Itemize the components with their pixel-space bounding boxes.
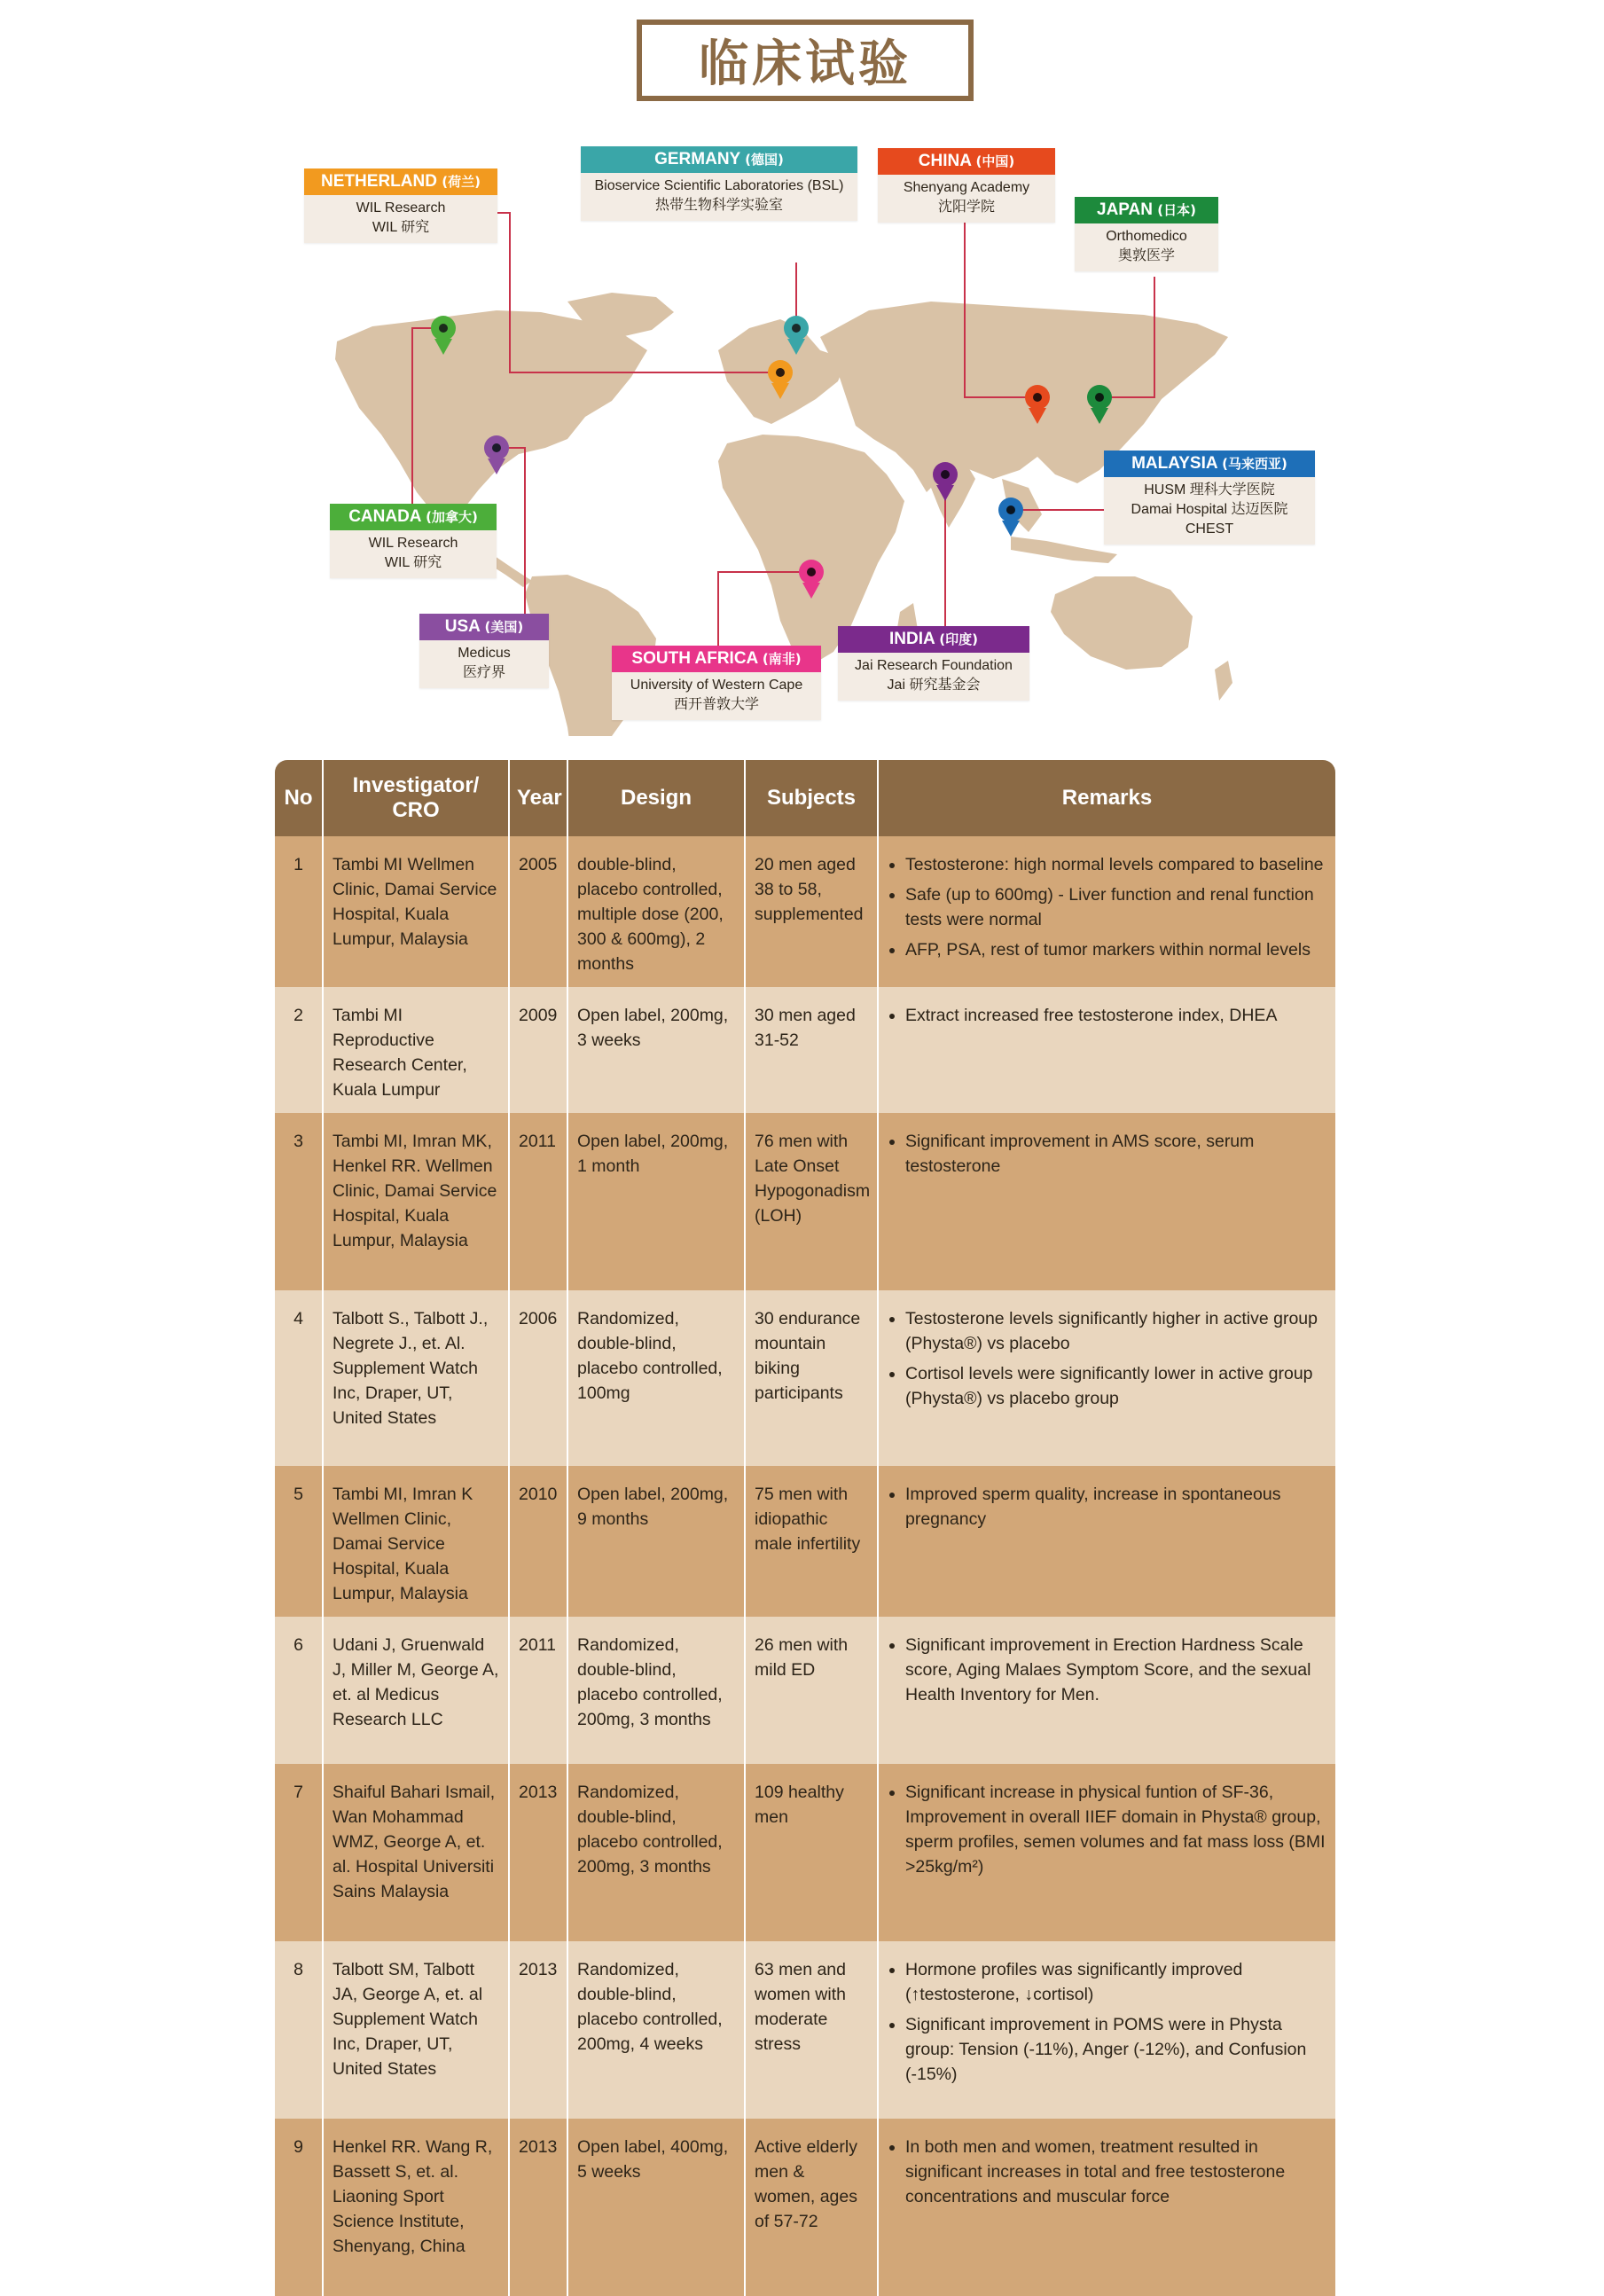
cell-investigator: Udani J, Gruenwald J, Miller M, George A, et. al Medicus Research LLC [323,1617,509,1764]
cell-no: 8 [275,1941,323,2119]
cell-subjects: 75 men with idiopathic male infertility [745,1466,878,1617]
cell-year: 2011 [509,1113,567,1290]
remark-item: • Significant increase in physical funtion of SF-36, Improvement in overall IIEF domain in Physta® group, sperm profiles, semen volumes and fat mass loss (BMI >25kg/m²) [905,1780,1326,1879]
remark-item: • In both men and women, treatment resulted in significant increases in total and free testosterone concentrations and muscular force [905,2135,1326,2209]
label-usa-line-1: Medicus [458,646,511,661]
label-canada-cn: (加拿大) [426,509,478,525]
cell-design: Randomized, double-blind, placebo controlled, 200mg, 3 months [567,1764,745,1941]
pin-malaysia [998,498,1023,537]
header-design: Design [567,760,745,836]
cell-no: 3 [275,1113,323,1290]
label-china-head [878,148,1055,175]
label-netherland-name: NETHERLAND [321,172,437,191]
clinical-trials-table [275,760,1335,2296]
cell-no: 7 [275,1764,323,1941]
cell-subjects: 26 men with mild ED [745,1617,878,1764]
cell-design: Randomized, double-blind, placebo controlled, 200mg, 4 weeks [567,1941,745,2119]
table-row [275,1617,1335,1764]
remark-item: • Safe (up to 600mg) - Liver function and renal function tests were normal [905,882,1326,932]
cell-year: 2009 [509,987,567,1113]
remarks-list [888,1306,1326,1411]
cell-subjects: 76 men with Late Onset Hypogonadism (LOH) [745,1113,878,1290]
label-malaysia-line-2: Damai Hospital 达迈医院 [1131,502,1288,517]
remark-item: • Significant improvement in AMS score, serum testosterone [905,1129,1326,1179]
remark-item: • AFP, PSA, rest of tumor markers within normal levels [905,937,1326,962]
cell-investigator: Henkel RR. Wang R, Bassett S, et. al. Liaoning Sport Science Institute, Shenyang, China [323,2119,509,2296]
header-remarks: Remarks [878,760,1335,836]
label-netherland-head [304,168,497,195]
label-netherland-line-2: WIL 研究 [372,220,430,235]
label-netherland-cn: (荷兰) [442,174,481,190]
label-malaysia-cn: (马来西亚) [1222,456,1287,472]
table-row [275,1764,1335,1941]
table-row [275,1941,1335,2119]
label-india-name: INDIA [888,630,935,648]
cell-year: 2013 [509,2119,567,2296]
label-usa [419,614,549,688]
label-india-line-1: Jai Research Foundation [855,658,1013,673]
label-germany-line-2: 热带生物科学实验室 [654,198,783,213]
cell-investigator: Talbott S., Talbott J., Negrete J., et. Al. Supplement Watch Inc, Draper, UT, United States [323,1290,509,1466]
cell-design: Open label, 200mg, 9 months [567,1466,745,1617]
cell-no: 1 [275,836,323,987]
page-title-box [637,20,974,101]
remarks-list [888,852,1326,962]
label-japan-line-2: 奥敦医学 [1117,248,1175,263]
remark-item: • Testosterone: high normal levels compared to baseline [905,852,1326,877]
label-southafrica-line-1: University of Western Cape [630,678,803,693]
header-year: Year [509,760,567,836]
north-america-shape [335,310,647,523]
cell-remarks [878,1941,1335,2119]
cell-no: 5 [275,1466,323,1617]
label-germany [581,146,857,221]
table-row [275,987,1335,1113]
cell-design: Open label, 200mg, 1 month [567,1113,745,1290]
remark-item: • Improved sperm quality, increase in spontaneous pregnancy [905,1482,1326,1532]
label-germany-name: GERMANY [654,150,740,168]
header-investigator-line2: CRO [392,798,440,822]
remarks-list [888,1780,1326,1879]
cell-no: 2 [275,987,323,1113]
page-title: 临床试验 [699,35,912,93]
label-germany-line-1: Bioservice Scientific Laboratories (BSL) [594,178,844,193]
label-usa-name: USA [444,617,481,636]
australia-shape [1051,576,1193,670]
label-netherland-line-1: WIL Research [356,200,446,215]
cell-investigator: Tambi MI, Imran K Wellmen Clinic, Damai Service Hospital, Kuala Lumpur, Malaysia [323,1466,509,1617]
label-japan-line-1: Orthomedico [1106,229,1187,244]
remark-item: • Extract increased free testosterone index, DHEA [905,1003,1326,1028]
cell-design: Randomized, double-blind, placebo controlled, 100mg [567,1290,745,1466]
label-canada-line-2: WIL 研究 [384,555,442,570]
cell-investigator: Tambi MI, Imran MK, Henkel RR. Wellmen Clinic, Damai Service Hospital, Kuala Lumpur, Malaysia [323,1113,509,1290]
table-row [275,1290,1335,1466]
cell-remarks [878,836,1335,987]
label-usa-cn: (美国) [484,619,524,635]
cell-investigator: Talbott SM, Talbott JA, George A, et. al Supplement Watch Inc, Draper, UT, United States [323,1941,509,2119]
label-southafrica-head [612,646,821,672]
remarks-list [888,1633,1326,1707]
cell-no: 4 [275,1290,323,1466]
remarks-list [888,1482,1326,1532]
label-malaysia-name: MALAYSIA [1131,454,1217,473]
new-zealand-shape [1215,661,1232,701]
remarks-list [888,2135,1326,2209]
cell-design: double-blind, placebo controlled, multiple dose (200, 300 & 600mg), 2 months [567,836,745,987]
header-investigator [323,760,509,836]
label-southafrica [612,646,821,720]
label-canada-line-1: WIL Research [368,536,458,551]
label-netherland [304,168,497,243]
cell-remarks [878,1466,1335,1617]
label-malaysia [1104,451,1315,545]
label-germany-cn: (德国) [745,152,784,168]
cell-year: 2006 [509,1290,567,1466]
label-india [838,626,1029,701]
label-germany-head [581,146,857,173]
table-row [275,1466,1335,1617]
remark-item: • Testosterone levels significantly higher in active group (Physta®) vs placebo [905,1306,1326,1356]
label-japan-head [1075,197,1218,223]
table-row [275,836,1335,987]
header-subjects: Subjects [745,760,878,836]
remark-item: • Hormone profiles was significantly improved (↑testosterone, ↓cortisol) [905,1957,1326,2007]
label-india-cn: (印度) [939,631,979,647]
header-investigator-line1: Investigator/ [352,773,480,797]
cell-design: Randomized, double-blind, placebo controlled, 200mg, 3 months [567,1617,745,1764]
label-japan [1075,197,1218,271]
label-malaysia-line-3: CHEST [1185,521,1234,537]
table-header-row [275,760,1335,836]
remark-item: • Significant improvement in Erection Hardness Scale score, Aging Malaes Symptom Score, and the sexual Health Inventory for Men. [905,1633,1326,1707]
remarks-list [888,1003,1326,1028]
cell-subjects: 30 endurance mountain biking participants [745,1290,878,1466]
cell-design: Open label, 400mg, 5 weeks [567,2119,745,2296]
table-body [275,836,1335,2296]
cell-no: 6 [275,1617,323,1764]
label-china-line-2: 沈阳学院 [937,200,995,215]
cell-remarks [878,2119,1335,2296]
remarks-list [888,1129,1326,1179]
label-japan-cn: (日本) [1157,202,1196,218]
label-malaysia-head [1104,451,1315,477]
cell-subjects: 30 men aged 31-52 [745,987,878,1113]
cell-no: 9 [275,2119,323,2296]
label-japan-name: JAPAN [1097,200,1153,219]
table-row [275,1113,1335,1290]
remarks-list [888,1957,1326,2087]
label-canada [330,504,497,578]
label-southafrica-name: SOUTH AFRICA [631,649,758,668]
label-china-name: CHINA [918,152,972,170]
remark-item: • Cortisol levels were significantly lower in active group (Physta®) vs placebo group [905,1361,1326,1411]
table-row [275,2119,1335,2296]
cell-investigator: Tambi MI Wellmen Clinic, Damai Service Hospital, Kuala Lumpur, Malaysia [323,836,509,987]
cell-remarks [878,1764,1335,1941]
cell-remarks [878,987,1335,1113]
cell-year: 2005 [509,836,567,987]
cell-remarks [878,1617,1335,1764]
remark-item: • Significant improvement in POMS were in Physta group: Tension (-11%), Anger (-12%), and Confusion (-15%) [905,2012,1326,2087]
label-usa-line-2: 医疗界 [462,665,505,680]
cell-year: 2011 [509,1617,567,1764]
cell-year: 2013 [509,1764,567,1941]
cell-subjects: 20 men aged 38 to 58, supplemented [745,836,878,987]
label-china-line-1: Shenyang Academy [903,180,1030,195]
cell-remarks [878,1113,1335,1290]
cell-subjects: Active elderly men & women, ages of 57-72 [745,2119,878,2296]
label-malaysia-line-1: HUSM 理科大学医院 [1144,482,1275,498]
cell-investigator: Shaiful Bahari Ismail, Wan Mohammad WMZ, George A, et. al. Hospital Universiti Sains Malaysia [323,1764,509,1941]
label-southafrica-cn: (南非) [762,651,802,667]
label-china [878,148,1055,223]
label-canada-name: CANADA [348,507,421,526]
label-canada-head [330,504,497,530]
header-no: No [275,760,323,836]
label-usa-head [419,614,549,640]
label-southafrica-line-2: 西开普敦大学 [673,697,759,712]
label-india-line-2: Jai 研究基金会 [887,678,981,693]
cell-subjects: 63 men and women with moderate stress [745,1941,878,2119]
label-china-cn: (中国) [975,153,1015,169]
line-usa [497,448,525,615]
cell-remarks [878,1290,1335,1466]
cell-year: 2013 [509,1941,567,2119]
cell-year: 2010 [509,1466,567,1617]
label-india-head [838,626,1029,653]
indonesia-shape [1011,537,1117,563]
cell-investigator: Tambi MI Reproductive Research Center, Kuala Lumpur [323,987,509,1113]
cell-design: Open label, 200mg, 3 weeks [567,987,745,1113]
cell-subjects: 109 healthy men [745,1764,878,1941]
